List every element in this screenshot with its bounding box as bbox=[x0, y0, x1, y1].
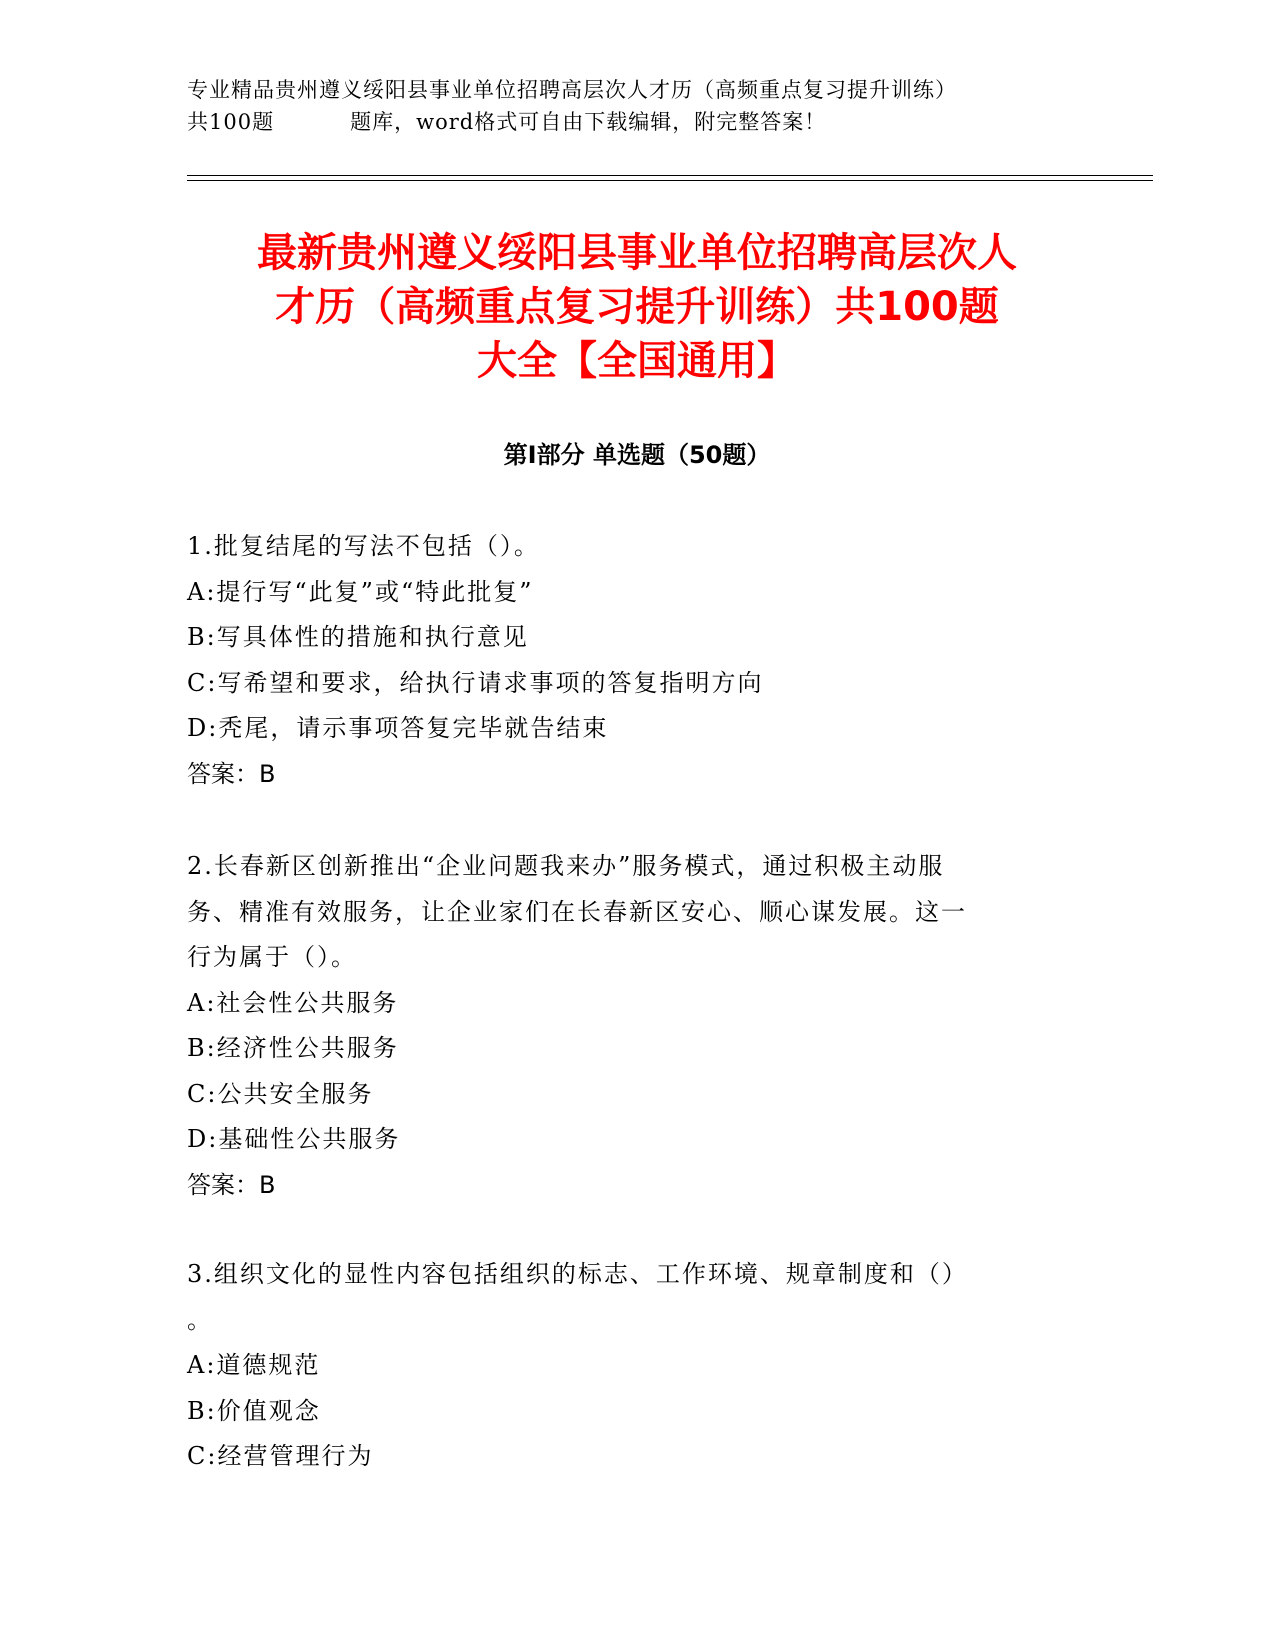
question-1-stem: 1.批复结尾的写法不包括（）。 bbox=[187, 532, 540, 560]
question-2-option-d: D:基础性公共服务 bbox=[187, 1125, 401, 1153]
question-2-option-a: A:社会性公共服务 bbox=[187, 988, 399, 1017]
page-header bbox=[187, 74, 1087, 138]
document-title bbox=[187, 226, 1087, 388]
question-3-stem-line-2: 。 bbox=[187, 1305, 213, 1334]
question-2-option-c: C:公共安全服务 bbox=[187, 1079, 374, 1108]
question-1-option-d: D:秃尾，请示事项答复完毕就告结束 bbox=[187, 714, 609, 742]
header-description: 题库，word格式可自由下载编辑，附完整答案！ bbox=[350, 110, 827, 134]
question-3-stem-line-1: 3.组织文化的显性内容包括组织的标志、工作环境、规章制度和（） bbox=[187, 1260, 968, 1288]
header-question-count: 共100题 bbox=[187, 110, 275, 134]
header-line-1: 专业精品贵州遵义绥阳县事业单位招聘高层次人才历（高频重点复习提升训练） bbox=[187, 78, 957, 102]
question-3 bbox=[187, 1252, 1067, 1480]
question-1 bbox=[187, 524, 1067, 797]
question-3-option-b: B:价值观念 bbox=[187, 1396, 321, 1425]
question-1-answer: 答案：B bbox=[187, 759, 276, 788]
question-2-option-b: B:经济性公共服务 bbox=[187, 1034, 399, 1062]
header-divider-top bbox=[187, 175, 1153, 176]
document-title-line-2: 才历（高频重点复习提升训练）共100题 bbox=[275, 284, 999, 330]
question-1-option-a: A:提行写“此复”或“特此批复” bbox=[187, 577, 534, 606]
question-3-option-a: A:道德规范 bbox=[187, 1351, 321, 1379]
header-divider-bottom bbox=[187, 180, 1153, 181]
header-line-2 bbox=[187, 106, 1087, 138]
question-2 bbox=[187, 844, 1067, 1208]
section-title: 第Ⅰ部分 单选题（50题） bbox=[503, 441, 771, 469]
question-2-answer: 答案：B bbox=[187, 1170, 276, 1199]
question-1-option-b: B:写具体性的措施和执行意见 bbox=[187, 623, 529, 651]
document-title-line-3: 大全【全国通用】 bbox=[477, 338, 797, 384]
question-1-option-c: C:写希望和要求，给执行请求事项的答复指明方向 bbox=[187, 668, 764, 697]
question-2-stem-line-1: 2.长春新区创新推出“企业问题我来办”服务模式，通过积极主动服 bbox=[187, 852, 945, 880]
question-2-stem-line-2: 务、精准有效服务，让企业家们在长春新区安心、顺心谋发展。这一 bbox=[187, 897, 967, 926]
document-title-line-1: 最新贵州遵义绥阳县事业单位招聘高层次人 bbox=[257, 230, 1017, 276]
question-2-stem-line-3: 行为属于（）。 bbox=[187, 943, 357, 971]
question-3-option-c: C:经营管理行为 bbox=[187, 1442, 374, 1470]
